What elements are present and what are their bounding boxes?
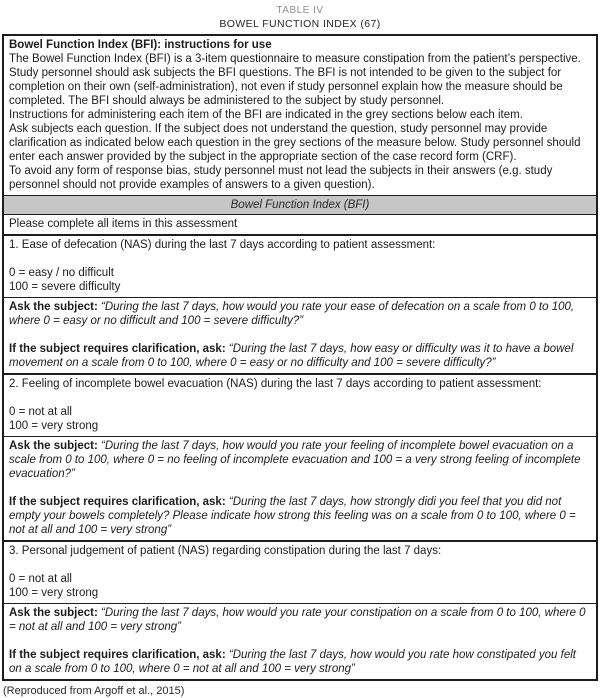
instructions-paragraph: The Bowel Function Index (BFI) is a 3-item questionnaire to measure constipation from the patient’s perspective. Study personnel should ask subjects the BFI questions. The BFI is not intended to be given to the subject for completion on their own (self-administration), not even if study personnel explain how the measure should be completed. The BFI should always be administered to the subject by study personnel.	[9, 53, 581, 107]
ask-label: Ask the subject:	[9, 301, 98, 313]
clarify-label: If the subject requires clarification, ask:	[9, 343, 226, 355]
ask-paragraph	[9, 606, 591, 634]
clarify-label: If the subject requires clarification, ask:	[9, 649, 226, 661]
ask-label: Ask the subject:	[9, 440, 98, 452]
instructions-paragraph: Ask subjects each question. If the subject does not understand the question, study personnel may provide clarification as indicated below each question in the grey sections of the measure below. Study personnel should enter each answer provided by the subject in the appropriate section of the case record form (CRF).	[9, 123, 581, 163]
clarify-label: If the subject requires clarification, ask:	[9, 496, 226, 508]
instructions-paragraph: To avoid any form of response bias, study personnel must not lead the subjects in their answers (e.g. study personnel should not provide examples of answers to a given question).	[9, 165, 553, 191]
scale-high: 100 = very strong	[9, 420, 99, 432]
section-band-title: Bowel Function Index (BFI)	[4, 195, 596, 214]
item-1-ask-row	[4, 297, 596, 373]
bfi-table	[2, 34, 598, 681]
clarify-paragraph	[9, 495, 591, 537]
clarify-paragraph	[9, 342, 591, 370]
scale-high: 100 = very strong	[9, 587, 99, 599]
clarify-text: “During the last 7 days, how would you rate how constipated you felt on a scale from 0 to 100, where 0 = not at all and 100 = very strong”	[9, 649, 576, 675]
scale-low: 0 = not at all	[9, 406, 72, 418]
page-title	[0, 0, 600, 31]
blank-line	[9, 252, 591, 266]
item-3-ask-row	[4, 603, 596, 679]
instructions-section	[4, 36, 596, 195]
item-question: 1. Ease of defecation (NAS) during the last 7 days according to patient assessment:	[9, 239, 436, 251]
scale-high: 100 = severe difficulty	[9, 281, 121, 293]
table-title: BOWEL FUNCTION INDEX (67)	[219, 18, 381, 30]
clarify-text: “During the last 7 days, how easy or difficulty was it to have a bowel movement on a scale from 0 to 100, where 0 = easy or no difficulty and 100 = severe difficulty?”	[9, 343, 574, 369]
item-question: 2. Feeling of incomplete bowel evacuation (NAS) during the last 7 days according to patient assessment:	[9, 378, 542, 390]
ask-text: “During the last 7 days, how would you rate your feeling of incomplete bowel evacuation on a scale from 0 to 100, where 0 = no feeling of incomplete evacuation and 100 = a very strong feeling of incomplete evacuation?”	[9, 440, 581, 480]
ask-label: Ask the subject:	[9, 607, 98, 619]
ask-paragraph	[9, 439, 591, 481]
item-3-question-row	[4, 540, 596, 603]
ask-text: “During the last 7 days, how would you rate your constipation on a scale from 0 to 100, where 0 = not at all and 100 = very strong”	[9, 607, 586, 633]
item-2-ask-row	[4, 436, 596, 540]
instructions-paragraph: Instructions for administering each item of the BFI are indicated in the grey sections below each item.	[9, 109, 523, 121]
item-2-question-row	[4, 373, 596, 436]
clarify-paragraph	[9, 648, 591, 676]
instructions-heading: Bowel Function Index (BFI): instructions for use	[9, 39, 272, 51]
scale-low: 0 = easy / no difficult	[9, 267, 114, 279]
source-caption: (Reproduced from Argoff et al., 2015)	[3, 685, 185, 697]
blank-line	[9, 391, 591, 405]
ask-text: “During the last 7 days, how would you rate your ease of defecation on a scale from 0 to 100, where 0 = easy or no difficult and 100 = severe difficulty?”	[9, 301, 575, 327]
scale-low: 0 = not at all	[9, 573, 72, 585]
item-1-question-row	[4, 234, 596, 297]
table-number: TABLE IV	[276, 5, 324, 16]
blank-line	[9, 558, 591, 572]
clarify-text: “During the last 7 days, how strongly didi you feel that you did not empty your bowels completely? Please indicate how strong this feeling was on a scale from 0 to 100, where 0 = not at all and 100 = very strong”	[9, 496, 576, 536]
item-question: 3. Personal judgement of patient (NAS) regarding constipation during the last 7 days:	[9, 545, 442, 557]
ask-paragraph	[9, 300, 591, 328]
complete-note-row: Please complete all items in this assessment	[4, 214, 596, 234]
